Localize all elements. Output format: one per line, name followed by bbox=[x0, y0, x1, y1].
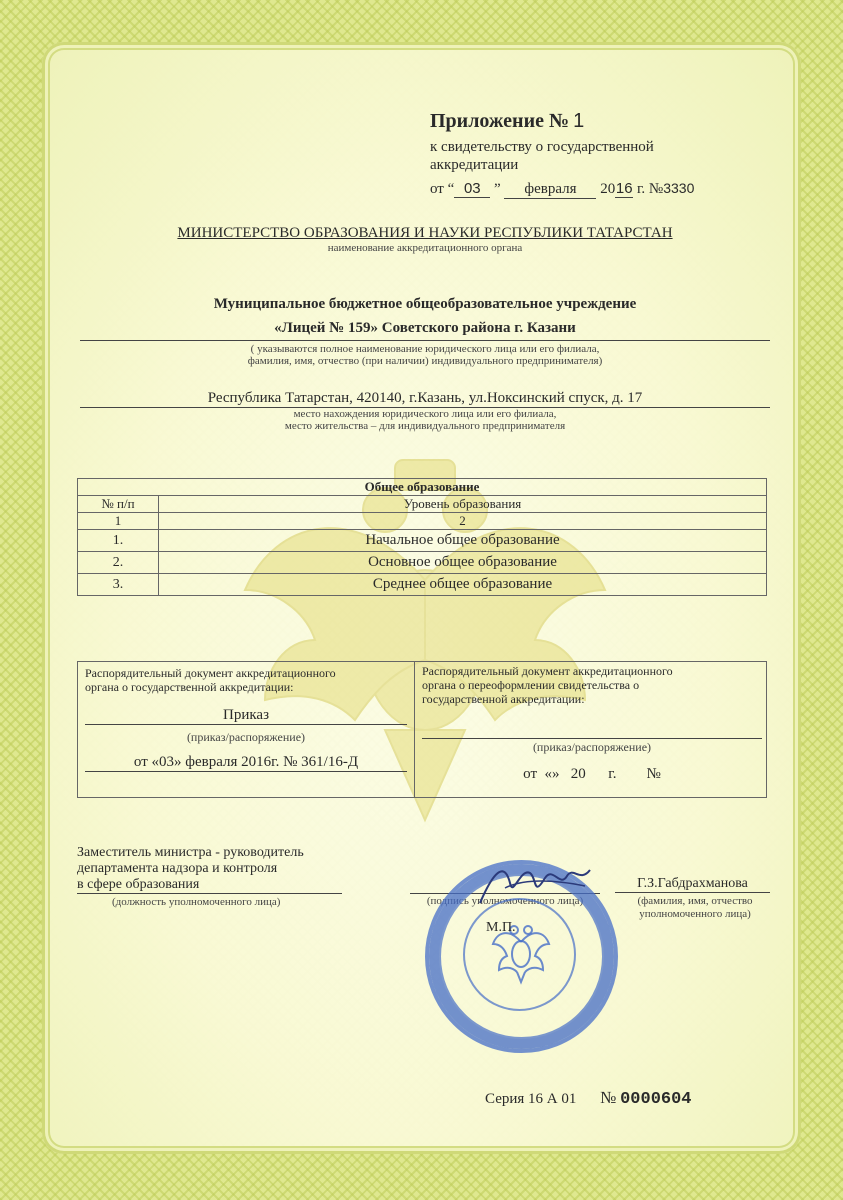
series-label: Серия 16 А 01 bbox=[485, 1091, 577, 1107]
education-levels-table bbox=[77, 478, 767, 596]
signer-name-caption bbox=[615, 895, 775, 921]
index-cell-2: 2 bbox=[159, 513, 767, 530]
organization-line1: Муниципальное бюджетное общеобразовательное учреждение bbox=[213, 296, 637, 312]
documents-divider bbox=[414, 662, 415, 797]
signer-name-caption1: (фамилия, имя, отчество bbox=[637, 895, 753, 907]
documents-box bbox=[77, 661, 767, 798]
appendix-title-prefix: Приложение № bbox=[430, 110, 570, 132]
appendix-date bbox=[430, 180, 694, 199]
doc-right-heading3: государственной аккредитации: bbox=[422, 692, 585, 706]
table-row bbox=[78, 552, 767, 574]
address-caption1: место нахождения юридического лица или его филиала, bbox=[293, 408, 557, 420]
date-from-label: от bbox=[430, 181, 444, 197]
doc-right-heading2: органа о переоформлении свидетельства о bbox=[422, 678, 640, 692]
organization-line2: «Лицей № 159» Советского района г. Казани bbox=[80, 316, 770, 341]
signer-position-line2: департамента надзора и контроля bbox=[77, 861, 278, 876]
date-month: февраля bbox=[504, 181, 596, 199]
certificate-series bbox=[485, 1088, 692, 1109]
appendix-title bbox=[430, 110, 584, 133]
address-caption2: место жительства – для индивидуального предпринимателя bbox=[284, 420, 566, 432]
appendix-line1: к свидетельству о государственной bbox=[430, 139, 654, 155]
date-day: 03 bbox=[454, 180, 490, 198]
authority-caption: наименование аккредитационного органа bbox=[327, 242, 523, 254]
date-quote-open: “ bbox=[447, 181, 455, 197]
stamp-inner-ring bbox=[463, 898, 576, 1011]
doc-left-date: от «03» февраля 2016г. № 361/16-Д bbox=[85, 754, 407, 772]
doc-right-date: от «» 20 г. № bbox=[523, 766, 661, 782]
doc-right-caption: (приказ/распоряжение) bbox=[532, 740, 652, 754]
handwritten-signature-icon bbox=[475, 858, 595, 913]
organization-block bbox=[80, 292, 770, 367]
signer-position-line1: Заместитель министра - руководитель bbox=[77, 845, 304, 860]
row-number: 2. bbox=[78, 552, 159, 574]
stamp-place-label: М.П. bbox=[486, 920, 516, 935]
address-value: Республика Татарстан, 420140, г.Казань, ул.Ноксинский спуск, д. 17 bbox=[80, 390, 770, 408]
doc-left-heading1: Распорядительный документ аккредитационного bbox=[85, 666, 336, 680]
doc-left-caption: (приказ/распоряжение) bbox=[186, 730, 306, 744]
organization-caption1: ( указываются полное наименование юридического лица или его филиала, bbox=[250, 343, 600, 355]
doc-right-value-line bbox=[422, 738, 762, 739]
date-year-suffix: 16 bbox=[615, 180, 633, 197]
authority-name: МИНИСТЕРСТВО ОБРАЗОВАНИЯ И НАУКИ РЕСПУБЛИКИ ТАТАРСТАН bbox=[177, 225, 673, 241]
series-number-sign: № bbox=[600, 1088, 617, 1107]
doc-left-heading2: органа о государственной аккредитации: bbox=[85, 680, 294, 694]
certificate-number: 3330 bbox=[663, 180, 695, 196]
table-title: Общее образование bbox=[78, 479, 767, 496]
appendix-line2: аккредитации bbox=[430, 157, 519, 173]
authority-block bbox=[80, 225, 770, 254]
signer-position bbox=[77, 845, 342, 910]
signer-name: Г.З.Габдрахманова bbox=[615, 876, 770, 893]
row-number: 3. bbox=[78, 574, 159, 596]
column-header-num: № п/п bbox=[78, 496, 159, 513]
row-level: Среднее общее образование bbox=[159, 574, 767, 596]
date-year-prefix: 20 bbox=[600, 181, 616, 197]
doc-left-value: Приказ bbox=[85, 707, 407, 725]
doc-right bbox=[422, 664, 762, 706]
date-year-g: г. № bbox=[636, 181, 664, 197]
signature-caption: (подпись уполномоченного лица) bbox=[426, 895, 584, 907]
address-block bbox=[80, 390, 770, 432]
appendix-number: 1 bbox=[573, 110, 585, 132]
column-header-level: Уровень образования bbox=[159, 496, 767, 513]
date-quote-close: ” bbox=[494, 181, 501, 197]
row-level: Начальное общее образование bbox=[159, 530, 767, 552]
row-level: Основное общее образование bbox=[159, 552, 767, 574]
doc-right-heading1: Распорядительный документ аккредитационного bbox=[422, 664, 673, 678]
doc-left bbox=[85, 666, 410, 694]
signer-name-caption2: уполномоченного лица) bbox=[639, 908, 751, 920]
table-row bbox=[78, 530, 767, 552]
table-row bbox=[78, 574, 767, 596]
index-cell-1: 1 bbox=[78, 513, 159, 530]
signer-position-line3: в сфере образования bbox=[77, 877, 342, 894]
appendix-subtitle bbox=[430, 138, 654, 174]
signer-position-caption: (должность уполномоченного лица) bbox=[112, 896, 281, 908]
series-number: 0000604 bbox=[620, 1090, 692, 1109]
row-number: 1. bbox=[78, 530, 159, 552]
organization-caption2: фамилия, имя, отчество (при наличии) индивидуального предпринимателя) bbox=[247, 355, 603, 367]
